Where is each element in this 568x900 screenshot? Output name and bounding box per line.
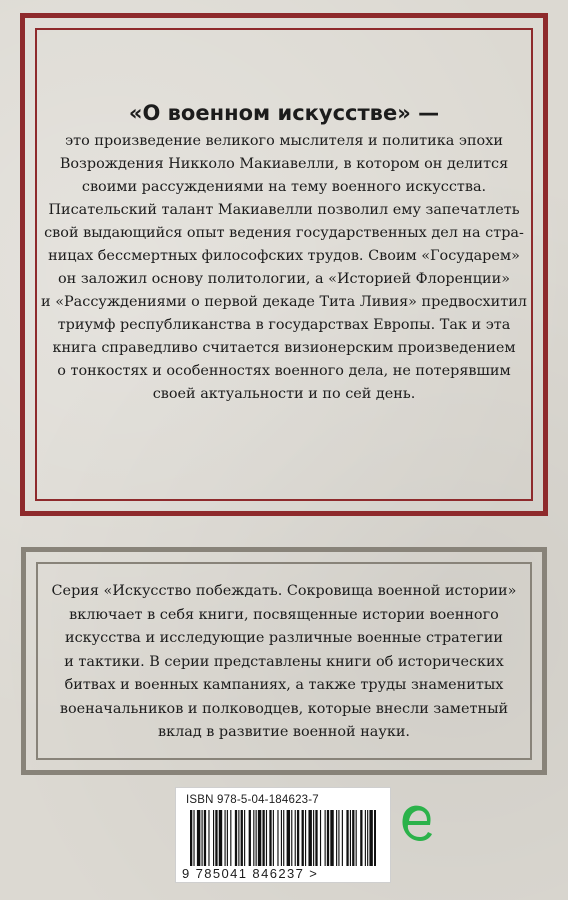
barcode-bars (190, 810, 376, 866)
barcode-bar (313, 810, 314, 866)
barcode-bar (266, 810, 267, 866)
series-description-text: Серия «Искусство побеждать. Сокровища военной истории» включает в себя книги, посвященные истории военного искусства и исследующие различные военные стратегии и тактики. В серии представлены книги об исторических битвах и военных кампаниях, а также труды знаменитых военачальников и полководцев, которые внесли заметный вклад в развитие военной науки. (51, 583, 517, 740)
barcode-bar (352, 810, 354, 866)
barcode-bar (269, 810, 271, 866)
barcode-bar (235, 810, 237, 866)
barcode-bar (281, 810, 282, 866)
barcode-bar (230, 810, 231, 866)
barcode-digits: 9 785041 846237 > (182, 866, 319, 881)
barcode-bar (193, 810, 194, 866)
barcode-bar (241, 810, 243, 866)
book-title-quote: «О военном искусстве» — (128, 101, 440, 125)
barcode-bar (327, 810, 329, 866)
barcode (175, 787, 391, 883)
barcode-bar (374, 810, 376, 866)
barcode-bar (204, 810, 206, 866)
barcode-bar (369, 810, 372, 866)
barcode-bar (308, 810, 311, 866)
barcode-bar (315, 810, 317, 866)
barcode-bar (244, 810, 245, 866)
barcode-bar (297, 810, 299, 866)
barcode-bar (336, 810, 337, 866)
barcode-bar (249, 810, 251, 866)
isbn-label: ISBN 978-5-04-184623-7 (186, 794, 319, 806)
barcode-bar (350, 810, 351, 866)
barcode-bar (320, 810, 321, 866)
barcode-bar (325, 810, 326, 866)
barcode-bar (258, 810, 261, 866)
barcode-bar (330, 810, 333, 866)
book-description (36, 98, 532, 406)
barcode-bar (208, 810, 209, 866)
barcode-bar (360, 810, 362, 866)
barcode-bar (365, 810, 366, 866)
barcode-bar (227, 810, 228, 866)
barcode-bar (346, 810, 348, 866)
book-description-text: это произведение великого мыслителя и политика эпохи Возрождения Никколо Макиавелли, в котором он делится своими рассуждениями на тему военного искусства. Писательский талант Макиавелли позволил ему запечатлеть свой выдающийся опыт ведения государственных дел на стра- ницах бессмертных философских трудов. Своим «Государем» он заложил основу политологии, а «Историей Флоренции» и «Рассуждениями о первой декаде Тита Ливия» предвосхитил триумф республиканства в государствах Европы. Так и эта книга справедливо считается визионерским произведением о тонкостях и особенностях военного дела, не потерявшим своей актуальности и по сей день. (41, 133, 527, 402)
barcode-bar (287, 810, 290, 866)
barcode-bar (262, 810, 264, 866)
barcode-bar (197, 810, 200, 866)
barcode-bar (342, 810, 343, 866)
barcode-bar (291, 810, 292, 866)
barcode-bar (256, 810, 257, 866)
barcode-bar (283, 810, 284, 866)
barcode-bar (356, 810, 357, 866)
barcode-bar (367, 810, 368, 866)
barcode-bar (215, 810, 217, 866)
barcode-bar (273, 810, 274, 866)
barcode-bar (277, 810, 278, 866)
barcode-bar (213, 810, 214, 866)
barcode-bar (253, 810, 254, 866)
barcode-bar (190, 810, 192, 866)
barcode-bar (202, 810, 203, 866)
barcode-bar (305, 810, 306, 866)
barcode-bar (238, 810, 239, 866)
barcode-bar (338, 810, 339, 866)
barcode-bar (295, 810, 296, 866)
publisher-logo-icon (398, 801, 434, 845)
barcode-bar (225, 810, 226, 866)
barcode-bar (219, 810, 222, 866)
barcode-bar (302, 810, 304, 866)
